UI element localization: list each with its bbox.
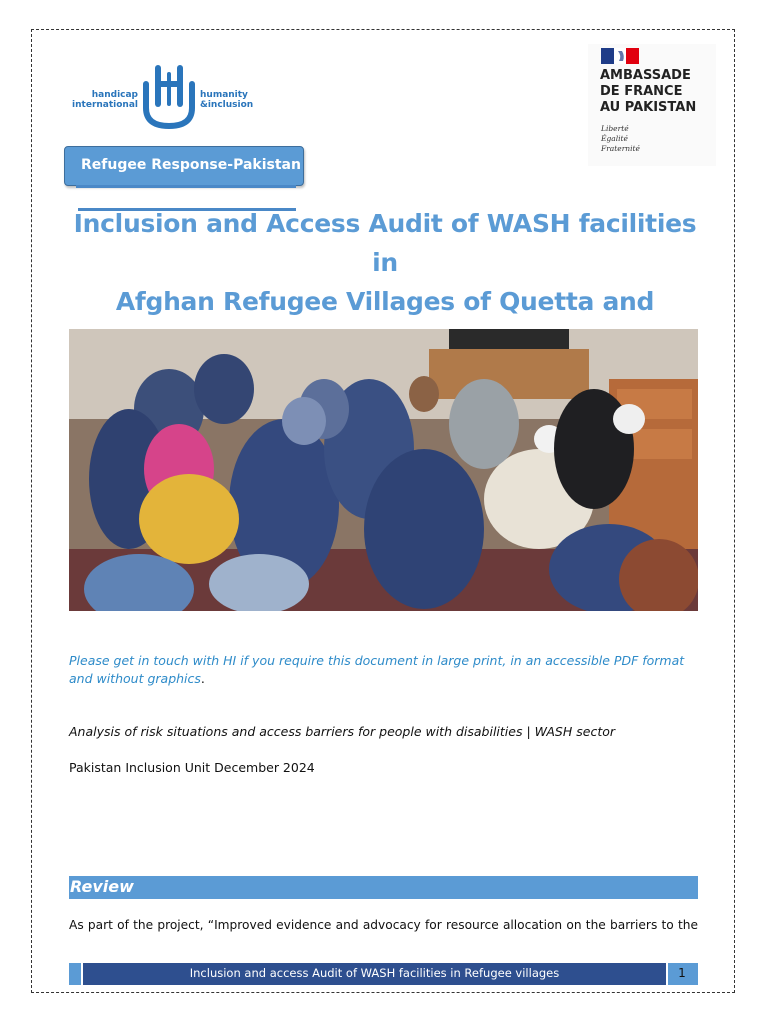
section-label-box [64, 146, 304, 186]
embassy-name [600, 68, 716, 116]
motto-fraternite: Fraternité [601, 144, 640, 153]
title-line-2: Afghan Refugee Villages of Quetta and [115, 287, 655, 316]
page-number: 1 [678, 966, 686, 980]
review-heading: Review [70, 877, 134, 896]
cover-photo [69, 329, 698, 611]
analysis-line: Analysis of risk situations and access barriers for people with disabilities | WASH sector [69, 724, 616, 739]
hi-logo-left-text [72, 90, 138, 110]
hand-icon [140, 64, 198, 130]
footer-accent [69, 963, 81, 985]
review-paragraph: As part of the project, “Improved evidence and advocacy for resource allocation on the barriers to the [69, 918, 698, 932]
unit-date-line: Pakistan Inclusion Unit December 2024 [69, 760, 315, 775]
accessibility-note-text: Please get in touch with HI if you require this document in large print, in an accessible PDF format and without graphics [69, 653, 685, 686]
hi-logo-handicap: handicap [91, 90, 138, 100]
french-flag-icon [601, 48, 639, 64]
hi-logo-humanity: humanity [200, 90, 248, 100]
section-label: Refugee Response-Pakistan [81, 157, 301, 173]
embassy-line-3: AU PAKISTAN [600, 100, 697, 115]
motto-liberte: Liberté [601, 124, 629, 133]
embassy-logo [588, 44, 716, 166]
title-line-1: Inclusion and Access Audit of WASH facilities in [73, 209, 697, 277]
footer-running-title: Inclusion and access Audit of WASH facilities in Refugee villages [189, 966, 560, 980]
embassy-line-1: AMBASSADE [600, 68, 691, 83]
hi-logo-right-text [200, 90, 253, 110]
page-number-box [668, 963, 698, 985]
hi-logo [72, 64, 252, 130]
group-meeting-photo [69, 329, 698, 611]
accessibility-note-period: . [200, 671, 205, 686]
embassy-motto [601, 124, 640, 154]
section-underline [76, 185, 296, 188]
footer-bar [83, 963, 666, 985]
accessibility-note [69, 652, 701, 688]
hi-logo-inclusion: &inclusion [200, 100, 254, 110]
hi-logo-international: international [72, 100, 138, 110]
motto-egalite: Égalité [601, 134, 628, 143]
embassy-line-2: DE FRANCE [600, 84, 683, 99]
review-heading-bar [69, 876, 698, 899]
